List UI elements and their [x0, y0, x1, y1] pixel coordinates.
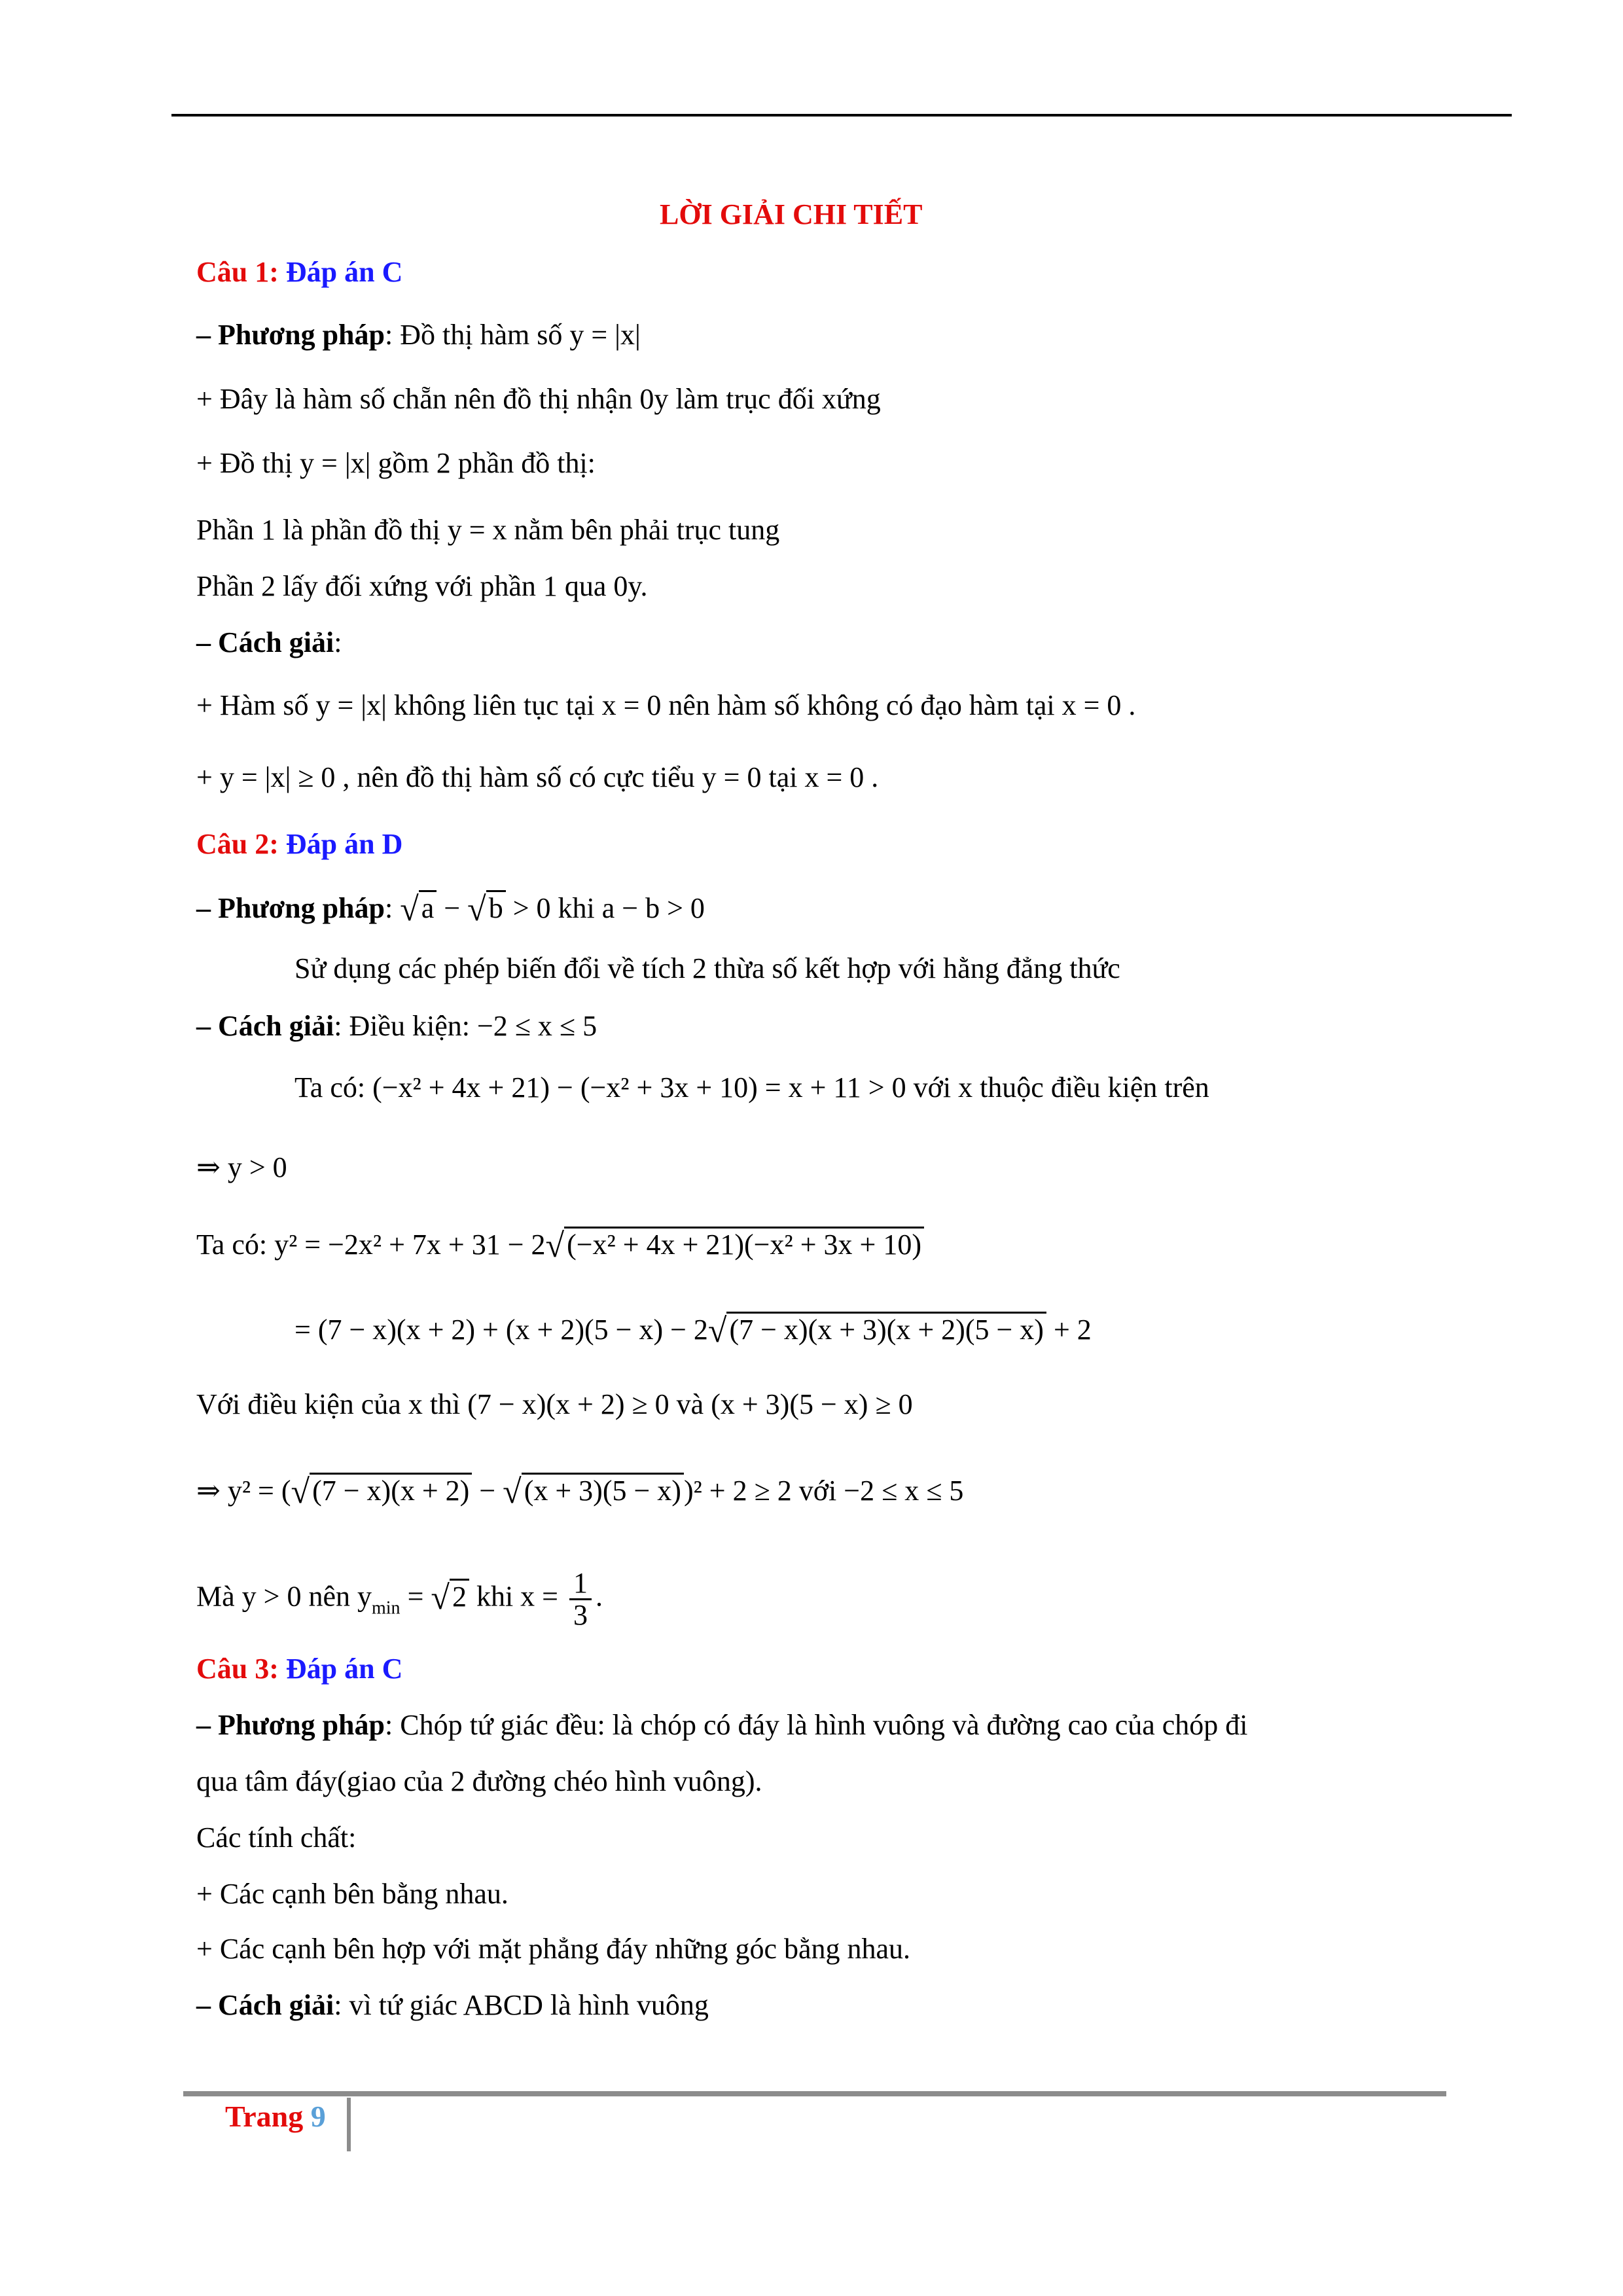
- q2-line-10-khi: khi x =: [469, 1580, 565, 1613]
- q3-line-3: Các tính chất:: [196, 1821, 357, 1854]
- q2-heading: [196, 826, 402, 863]
- q2-line-10-fraction: [569, 1568, 592, 1630]
- q3-answer: Đáp án C: [285, 1653, 403, 1685]
- q2-line-6: [196, 1227, 924, 1265]
- q1-line-4: Phần 1 là phần đồ thị y = x nằm bên phải trục tung: [196, 514, 780, 546]
- q2-line-9-root-2-arg: (x + 3)(5 − x): [522, 1473, 684, 1507]
- footer-page-word: Trang: [225, 2100, 304, 2133]
- q2-line-7-rhs: + 2: [1046, 1314, 1092, 1346]
- q3-method-text: : Chóp tứ giác đều: là chóp có đáy là hình vuông và đường cao của chóp đi: [385, 1709, 1248, 1741]
- q2-fraction-numerator: 1: [569, 1568, 592, 1600]
- q1-solution-colon: :: [334, 626, 342, 658]
- q1-line-7: + Hàm số y = |x| không liên tục tại x = 0 nên hàm số không có đạo hàm tại x = 0 .: [196, 689, 1136, 721]
- q2-line-8: Với điều kiện của x thì (7 − x)(x + 2) ≥ 0 và (x + 3)(5 − x) ≥ 0: [196, 1388, 913, 1420]
- q2-method-condition: > 0 khi a − b > 0: [505, 892, 705, 924]
- q2-fraction-denominator: 3: [573, 1599, 588, 1631]
- q1-method-text: : Đồ thị hàm số y = |x|: [385, 319, 641, 351]
- q2-line-10-end: .: [595, 1580, 603, 1613]
- q1-label: Câu 1:: [196, 256, 279, 288]
- q1-solution: [196, 624, 342, 661]
- q1-line-3: + Đồ thị y = |x| gồm 2 phần đồ thị:: [196, 447, 596, 479]
- q2-line-7: [294, 1312, 1092, 1350]
- q2-method: [196, 890, 705, 928]
- q2-line-9-minus: −: [472, 1475, 503, 1507]
- q2-solution: [196, 1008, 597, 1045]
- q2-line-9-root-1: √(7 − x)(x + 2): [291, 1473, 473, 1511]
- q3-solution: [196, 1987, 709, 2024]
- q1-line-8: + y = |x| ≥ 0 , nên đồ thị hàm số có cực tiểu y = 0 tại x = 0 .: [196, 761, 879, 793]
- q2-line-6-root-arg: (−x² + 4x + 21)(−x² + 3x + 10): [564, 1227, 924, 1261]
- q2-line-6-root: √(−x² + 4x + 21)(−x² + 3x + 10): [546, 1227, 924, 1265]
- q2-line-9-lhs: ⇒ y² = (: [196, 1475, 291, 1507]
- q2-line-10-pre: Mà y > 0 nên y: [196, 1580, 372, 1613]
- q2-line-9-root-2: √(x + 3)(5 − x): [503, 1473, 684, 1511]
- q2-line-5: ⇒ y > 0: [196, 1151, 287, 1183]
- q2-answer: Đáp án D: [285, 828, 403, 860]
- q2-line-10-root: √2: [431, 1579, 469, 1617]
- q3-solution-text: : vì tứ giác ABCD là hình vuông: [334, 1989, 709, 2021]
- footer-rule: [183, 2091, 1446, 2096]
- q2-label: Câu 2:: [196, 828, 279, 860]
- q1-method: [196, 317, 641, 353]
- q2-sqrt-b-arg: b: [486, 890, 506, 924]
- q3-line-4: + Các cạnh bên bằng nhau.: [196, 1878, 508, 1910]
- q1-answer: Đáp án C: [285, 256, 403, 288]
- q2-method-colon: :: [385, 892, 401, 924]
- q2-line-10-sub: min: [372, 1598, 401, 1619]
- q3-method-label: – Phương pháp: [196, 1709, 385, 1741]
- q3-line-5: + Các cạnh bên hợp với mặt phẳng đáy những góc bằng nhau.: [196, 1933, 911, 1965]
- q2-line-10-eq: =: [400, 1580, 431, 1613]
- q2-line-7-root: √(7 − x)(x + 3)(x + 2)(5 − x): [708, 1312, 1046, 1350]
- q2-sqrt-a: √a: [400, 890, 437, 928]
- q3-line-2: qua tâm đáy(giao của 2 đường chéo hình vuông).: [196, 1765, 762, 1797]
- page-title: LỜI GIẢI CHI TIẾT: [660, 198, 923, 230]
- q3-solution-label: – Cách giải: [196, 1989, 334, 2021]
- q1-method-label: – Phương pháp: [196, 319, 385, 351]
- footer-page-number: 9: [310, 2100, 326, 2133]
- q2-line-4: Ta có: (−x² + 4x + 21) − (−x² + 3x + 10) = x + 11 > 0 với x thuộc điều kiện trên: [294, 1071, 1209, 1103]
- q1-line-5: Phần 2 lấy đối xứng với phần 1 qua 0y.: [196, 570, 648, 602]
- q1-line-2: + Đây là hàm số chẵn nên đồ thị nhận 0y làm trục đối xứng: [196, 383, 881, 415]
- q2-sqrt-b: √b: [467, 890, 506, 928]
- q2-line-10-root-arg: 2: [450, 1579, 469, 1613]
- q2-solution-text: : Điều kiện: −2 ≤ x ≤ 5: [334, 1010, 597, 1042]
- q2-line-7-root-arg: (7 − x)(x + 3)(x + 2)(5 − x): [726, 1312, 1046, 1346]
- q2-line-9-root-1-arg: (7 − x)(x + 2): [310, 1473, 472, 1507]
- footer-page-label: [225, 2097, 326, 2136]
- q2-solution-label: – Cách giải: [196, 1010, 334, 1042]
- q2-line-6-lhs: Ta có: y² = −2x² + 7x + 31 − 2: [196, 1229, 546, 1261]
- footer-separator: [347, 2098, 351, 2151]
- q3-label: Câu 3:: [196, 1653, 279, 1685]
- q1-solution-label: – Cách giải: [196, 626, 334, 658]
- q2-line-7-lhs: = (7 − x)(x + 2) + (x + 2)(5 − x) − 2: [294, 1314, 708, 1346]
- q2-line-2: Sử dụng các phép biến đổi về tích 2 thừa số kết hợp với hằng đẳng thức: [294, 952, 1120, 984]
- q2-line-10: [196, 1568, 603, 1630]
- q2-sqrt-a-arg: a: [419, 890, 437, 924]
- q2-line-9-rhs: )² + 2 ≥ 2 với −2 ≤ x ≤ 5: [683, 1475, 964, 1507]
- header-rule: [171, 114, 1512, 117]
- q1-heading: [196, 254, 402, 291]
- q2-method-label: – Phương pháp: [196, 892, 385, 924]
- q2-line-9: [196, 1473, 963, 1511]
- q3-heading: [196, 1651, 402, 1687]
- q3-method: [196, 1707, 1248, 1744]
- q2-method-minus: −: [437, 892, 468, 924]
